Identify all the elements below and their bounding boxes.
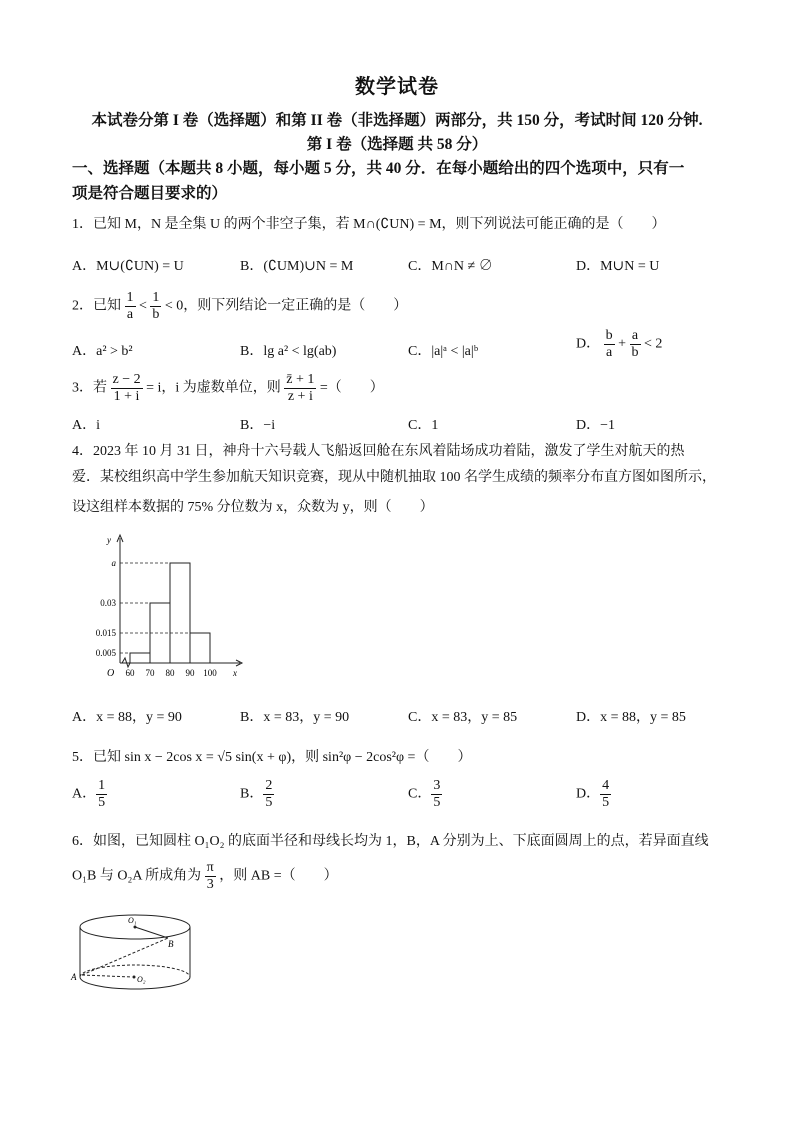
label-o2: O₂ bbox=[137, 975, 146, 984]
x-tick-label: 70 bbox=[145, 668, 155, 678]
q3-frac-1: $\frac{z - 2}{1 + i}$ bbox=[112, 372, 141, 404]
origin-label: O bbox=[107, 668, 115, 679]
x-tick-label: 100 bbox=[203, 668, 217, 678]
q5-option-c[interactable]: C． $\frac{3}{5}$ bbox=[408, 778, 441, 810]
q2-option-c[interactable]: C．|a|ᵃ < |a|ᵇ bbox=[408, 344, 479, 359]
question-6-line-1: 6．如图，已知圆柱 O₁O₂ 的底面半径和母线长均为 1，B，A 分别为上、下底面圆周上的点，若异面直线 bbox=[72, 834, 709, 849]
q2-option-b[interactable]: B．lg a² < lg(ab) bbox=[240, 344, 337, 359]
y-axis-label: y bbox=[107, 535, 111, 545]
q4-option-c[interactable]: C．x = 83，y = 85 bbox=[408, 710, 518, 725]
question-5-stem: 5．已知 sin x − 2cos x = √5 sin(x + φ)，则 sin²φ − 2cos²φ =（ ） bbox=[72, 750, 472, 765]
q5-option-a[interactable]: A． $\frac{1}{5}$ bbox=[72, 778, 106, 810]
label-a: A bbox=[71, 972, 77, 982]
cylinder-figure bbox=[70, 905, 200, 1000]
histogram-bar bbox=[130, 653, 150, 663]
section-heading-cont: 项是符合题目要求的） bbox=[72, 185, 228, 202]
q5-option-b[interactable]: B． $\frac{2}{5}$ bbox=[240, 778, 273, 810]
q2-stem-pre: 2．已知 bbox=[72, 298, 121, 314]
q4-option-b[interactable]: B．x = 83，y = 90 bbox=[240, 710, 350, 725]
q3-option-b[interactable]: B．−i bbox=[240, 418, 276, 433]
q1-option-c[interactable]: C．M∩N ≠ ∅ bbox=[408, 259, 493, 274]
q3-option-d[interactable]: D．−1 bbox=[576, 418, 616, 433]
q6-frac-pi-3: $\frac{\pi}{3}$ bbox=[206, 860, 214, 892]
histogram-bar bbox=[170, 563, 190, 663]
frequency-histogram bbox=[70, 530, 260, 685]
histogram-bar bbox=[190, 633, 210, 663]
section-heading: 一、选择题（本题共 8 小题，每小题 5 分，共 40 分．在每小题给出的四个选项中，只有一 bbox=[72, 160, 685, 177]
y-tick-label: 0.015 bbox=[95, 628, 116, 638]
q1-option-d[interactable]: D．M∪N = U bbox=[576, 259, 660, 274]
x-tick-label: 80 bbox=[165, 668, 175, 678]
q4-option-a[interactable]: A．x = 88，y = 90 bbox=[72, 710, 182, 725]
q3-option-a[interactable]: A．i bbox=[72, 418, 100, 433]
question-4-line-1: 4．2023 年 10 月 31 日，神舟十六号载人飞船返回舱在东风着陆场成功着陆，激发了学生对航天的热 bbox=[72, 444, 685, 459]
question-4-line-2: 爱．某校组织高中学生参加航天知识竞赛，现从中随机抽取 100 名学生成绩的频率分布直方图如图所示， bbox=[72, 470, 716, 485]
q1-option-a[interactable]: A．M∪(∁UN) = U bbox=[72, 259, 184, 274]
x-tick-label: 90 bbox=[185, 668, 195, 678]
question-4-line-3: 设这组样本数据的 75% 分位数为 x，众数为 y，则（ ） bbox=[72, 500, 434, 515]
q2-frac-2: $\frac{1}{b}$ bbox=[152, 290, 160, 322]
y-tick-label: 0.005 bbox=[95, 648, 116, 658]
q2-frac-1: $\frac{1}{a}$ bbox=[126, 290, 134, 322]
q2-stem-post: < 0，则下列结论一定正确的是（ ） bbox=[164, 298, 408, 314]
q3-frac-2: $\frac{z̄ + 1}{z + i}$ bbox=[286, 372, 315, 404]
exam-info: 本试卷分第 I 卷（选择题）和第 II 卷（非选择题）两部分，共 150 分，考试时间 120 分钟. bbox=[91, 112, 703, 129]
y-tick-label: 0.03 bbox=[100, 598, 116, 608]
q1-option-b[interactable]: B．(∁UM)∪N = M bbox=[240, 259, 354, 274]
x-tick-label: 60 bbox=[125, 668, 135, 678]
q3-option-c[interactable]: C．1 bbox=[408, 418, 439, 433]
q2-option-a[interactable]: A．a² > b² bbox=[72, 344, 133, 359]
q2-lt: < bbox=[139, 298, 147, 314]
x-axis-label: x bbox=[233, 668, 237, 678]
question-6-line-2: O₁B 与 O₂A 所成角为 $\frac{\pi}{3}$ ，则 AB =（ ） bbox=[72, 860, 338, 892]
label-o1: O₁ bbox=[128, 916, 137, 925]
label-b: B bbox=[168, 939, 174, 949]
part-heading: 第 I 卷（选择题 共 58 分） bbox=[306, 136, 488, 153]
q5-option-d[interactable]: D． $\frac{4}{5}$ bbox=[576, 778, 610, 810]
question-2-stem bbox=[72, 290, 407, 323]
q2-option-d[interactable]: D． $\frac{b}{a}$ + $\frac{a}{b}$ < 2 bbox=[576, 328, 663, 360]
page-title: 数学试卷 bbox=[355, 76, 439, 98]
question-1-stem: 1．已知 M，N 是全集 U 的两个非空子集，若 M∩(∁UN) = M，则下列说法可能正确的是（ ） bbox=[72, 217, 666, 232]
question-3-stem: 3．若 $\frac{z - 2}{1 + i}$ = i，i 为虚数单位，则 $\frac{z̄ + 1}{z + i}$ =（ ） bbox=[72, 372, 384, 404]
q4-option-d[interactable]: D．x = 88，y = 85 bbox=[576, 710, 686, 725]
y-tick-label: a bbox=[111, 558, 116, 568]
